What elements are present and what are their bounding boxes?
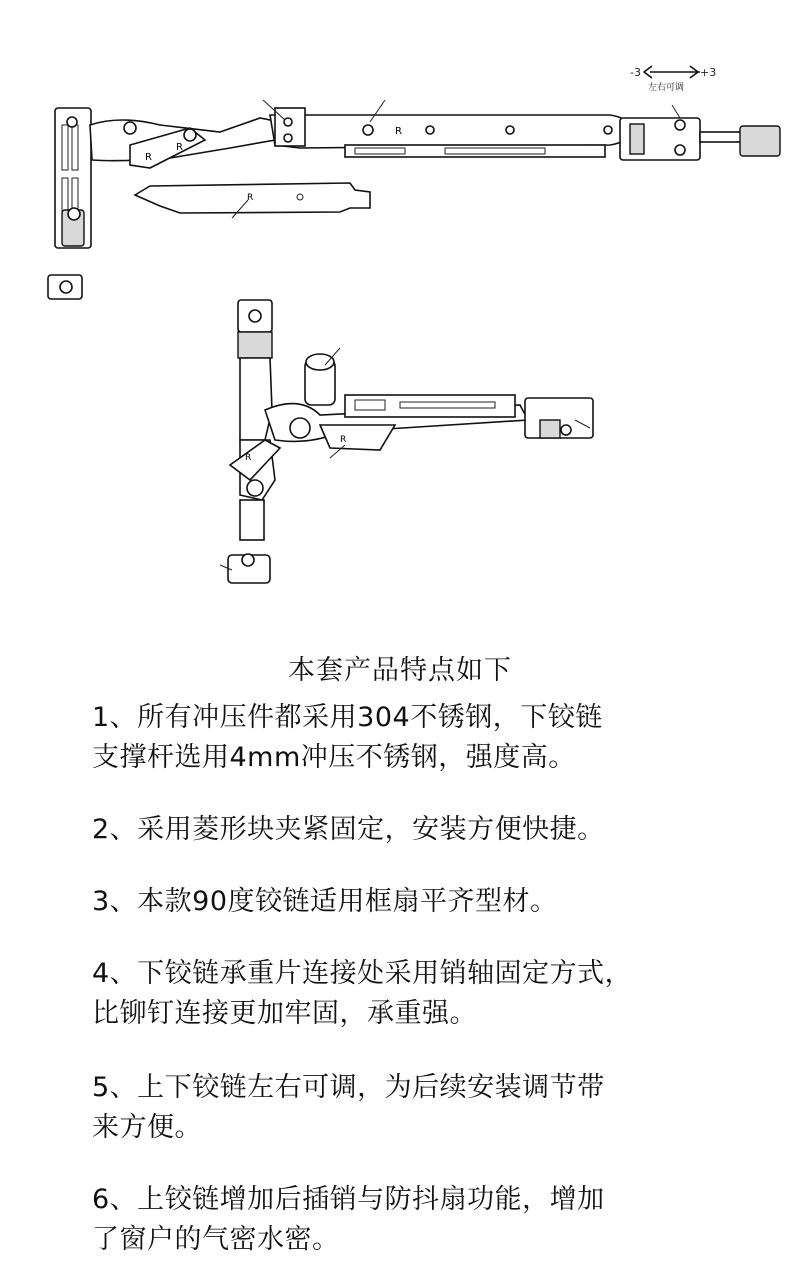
- feature-line: 比铆钉连接更加牢固，承重强。: [92, 998, 477, 1029]
- svg-text:R: R: [245, 453, 252, 463]
- feature-item-2: [92, 810, 772, 850]
- adjust-plus-label: +3: [700, 66, 717, 79]
- feature-line: 3、本款90度铰链适用框扇平齐型材。: [92, 886, 558, 917]
- feature-item-3: [92, 882, 772, 922]
- feature-item-4: [92, 954, 772, 1034]
- feature-line: 4、下铰链承重片连接处采用销轴固定方式，: [92, 958, 633, 989]
- feature-line: 2、采用菱形块夹紧固定，安装方便快捷。: [92, 814, 605, 845]
- hinge-technical-drawing: [0, 0, 800, 620]
- part-mark-r: R: [176, 142, 183, 153]
- feature-line: 了窗户的气密水密。: [92, 1224, 340, 1255]
- feature-item-1: [92, 698, 772, 778]
- part-mark-r: R: [145, 152, 152, 163]
- feature-line: 6、上铰链增加后插销与防抖扇功能，增加: [92, 1184, 605, 1215]
- svg-text:R: R: [247, 193, 254, 203]
- svg-text:R: R: [395, 126, 402, 137]
- feature-item-6: [92, 1180, 772, 1260]
- adjust-caption: 左右可调: [648, 83, 685, 93]
- feature-line: 1、所有冲压件都采用304不锈钢，下铰链: [92, 702, 603, 733]
- feature-line: 5、上下铰链左右可调，为后续安装调节带: [92, 1072, 605, 1103]
- adjust-minus-label: -3: [630, 66, 641, 79]
- feature-line: 来方便。: [92, 1112, 202, 1143]
- features-title: 本套产品特点如下: [288, 655, 512, 686]
- svg-text:R: R: [340, 435, 347, 445]
- feature-line: 支撑杆选用4mm冲压不锈钢，强度高。: [92, 742, 576, 773]
- feature-item-5: [92, 1068, 772, 1148]
- top-hinge-assembly: [48, 66, 780, 299]
- bottom-hinge-assembly: [220, 300, 593, 583]
